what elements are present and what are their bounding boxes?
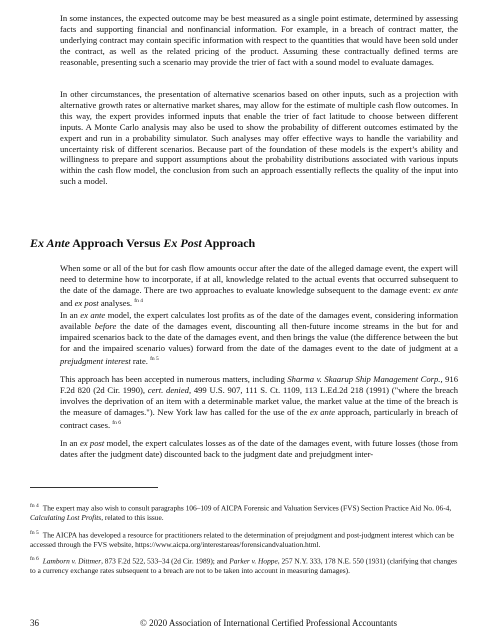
paragraph-ex-post-model (60, 438, 458, 460)
paragraph-text: and (60, 297, 75, 308)
footnote-6 (30, 554, 460, 576)
footnote-text: , 873 F.2d 522, 533–34 (2d Cir. 1989); and (101, 556, 230, 566)
paragraph-text: , 916 F.2d 820 (2d Cir. 1990), (60, 374, 458, 395)
case-name: Sharma v. Skaarup Ship Management Corp. (287, 374, 441, 384)
heading-mid: Approach Versus (69, 236, 164, 250)
footnote-mark: fn 6 (30, 556, 39, 562)
paragraph-text: This approach has been accepted in numerous matters, including (60, 374, 288, 384)
footnote-mark: fn 5 (30, 530, 39, 536)
heading-end: Approach (201, 236, 256, 250)
italic-term: ex post (79, 438, 105, 448)
footnote-text: , 257 N.Y. 333, 178 N.E. 550 (1931) (clarifying that changes to a currency exchange rates subsequent to a breach are not to be taken into account in measuring damages). (30, 556, 458, 576)
footnote-text: The AICPA has developed a resource for practitioners related to the determination of prejudgment and post-judgment interest which can be accessed through the FVS website, https://www.aicpa.org/interestareas/forensicandvaluation.html. (30, 530, 454, 550)
italic-term: cert. denied (147, 384, 189, 395)
case-name: Lamborn v. Dittmer (42, 556, 102, 566)
italic-term: ex ante (433, 284, 458, 295)
paragraph-alternative-scenarios (60, 89, 458, 187)
paragraph-text: approach, particularly in breach of contract cases. (60, 406, 459, 430)
footnote-text: , related to this issue. (101, 513, 164, 523)
footnote-divider (30, 487, 158, 488)
paragraph-text: When some or all of the but for cash flow amounts occur after the date of the alleged damage event, the expert will need to determine how to incorporate, if at all, knowledge related to the actual events that occurred subsequent to the date of the damage. There are two approaches to evaluate knowledge subsequent to the damage event: (60, 263, 458, 295)
italic-term: ex ante (80, 310, 106, 320)
paragraph-text: model, the expert calculates lost profits as of the date of the damages event, considering information available (60, 310, 458, 331)
paragraph-accepted-matters (60, 374, 458, 430)
footnote-mark: fn 4 (30, 503, 39, 509)
italic-title: Calculating Lost Profits (30, 513, 102, 523)
paragraph-text: analyses. (98, 297, 133, 308)
footnote-ref-5[interactable]: fn 5 (150, 355, 159, 362)
paragraph-point-estimate (60, 13, 458, 68)
paragraph-text: model, the expert calculates losses as of the date of the damages event, with future losses (those from dates after the judgment date) discounted back to the judgment date and prejudgment inter- (60, 438, 458, 459)
paragraph-text: In an (60, 438, 80, 448)
page-number: 36 (30, 618, 39, 628)
paragraph-two-approaches (60, 263, 458, 308)
italic-term: ex post (74, 297, 99, 308)
section-heading (30, 236, 255, 251)
footnote-ref-4[interactable]: fn 4 (134, 297, 143, 304)
paragraph-text: rate. (130, 355, 148, 366)
italic-term: prejudgment interest (60, 355, 131, 366)
footnote-5 (30, 528, 460, 550)
footnote-4 (30, 501, 460, 523)
copyright-notice: © 2020 Association of International Certified Professional Accountants (140, 618, 398, 628)
case-name: Parker v. Hoppe (229, 556, 278, 566)
italic-term: ex ante (310, 406, 336, 417)
italic-term: before (94, 320, 117, 331)
paragraph-text: In some instances, the expected outcome may be best measured as a single point estimate, determined by assessing facts and supporting financial and nonfinancial information. For example, in a breach of contract matter, the underlying contract may contain specific information with respect to the quantities that would have been sold under the contract, as well as the related pricing of the product. Assuming these contractually defined terms are reasonable, presenting such a scenario may provide the trier of fact with a sound model to evaluate damages. (60, 13, 458, 67)
paragraph-ex-ante-model (60, 310, 458, 366)
paragraph-text: , 499 U.S. 907, 111 S. Ct. 1109, 113 L.Ed.2d 218 (1991) ("where the breach involves the deprivation of an item with a determinable market value, the market value at the time of the breach is the measure of damages."). New York law has called for the use of the (60, 384, 458, 417)
paragraph-text: the date of the damages event, discounting all then-future income streams in the but for and impaired scenarios back to the date of the damages event, and then brings the value (the difference between the but for and the impaired scenario values) forward from the date of the damages event to the date of judgment at a (60, 320, 458, 353)
footnote-text: The expert may also wish to consult paragraphs 106–109 of AICPA Forensic and Valuation Services (FVS) Section Practice Aid No. 06-4, (42, 503, 452, 513)
heading-ex-ante: Ex Ante (30, 236, 70, 250)
footnote-ref-6[interactable]: fn 6 (112, 419, 121, 426)
paragraph-text: In other circumstances, the presentation of alternative scenarios based on other inputs, such as a projection with alternative growth rates or alternative market shares, may allow for the estimate of multiple cash flow outcomes. In this way, the expert provides informed inputs that enable the trier of fact latitude to choose between different inputs. A Monte Carlo analysis may also be used to show the probability of different outcomes estimated by the expert and run in a probability simulator. Such analyses may offer effective ways to handle the variability and uncertainty risk of different scenarios. Because part of the foundation of these models is the expert’s ability and willingness to prepare and support assumptions about the probability distributions associated with various inputs within the cash flow model, the conclusion from such an approach essentially reflects the quality of the input into such a model. (60, 89, 458, 187)
heading-ex-post: Ex Post (163, 236, 202, 250)
paragraph-text: In an (60, 310, 81, 320)
